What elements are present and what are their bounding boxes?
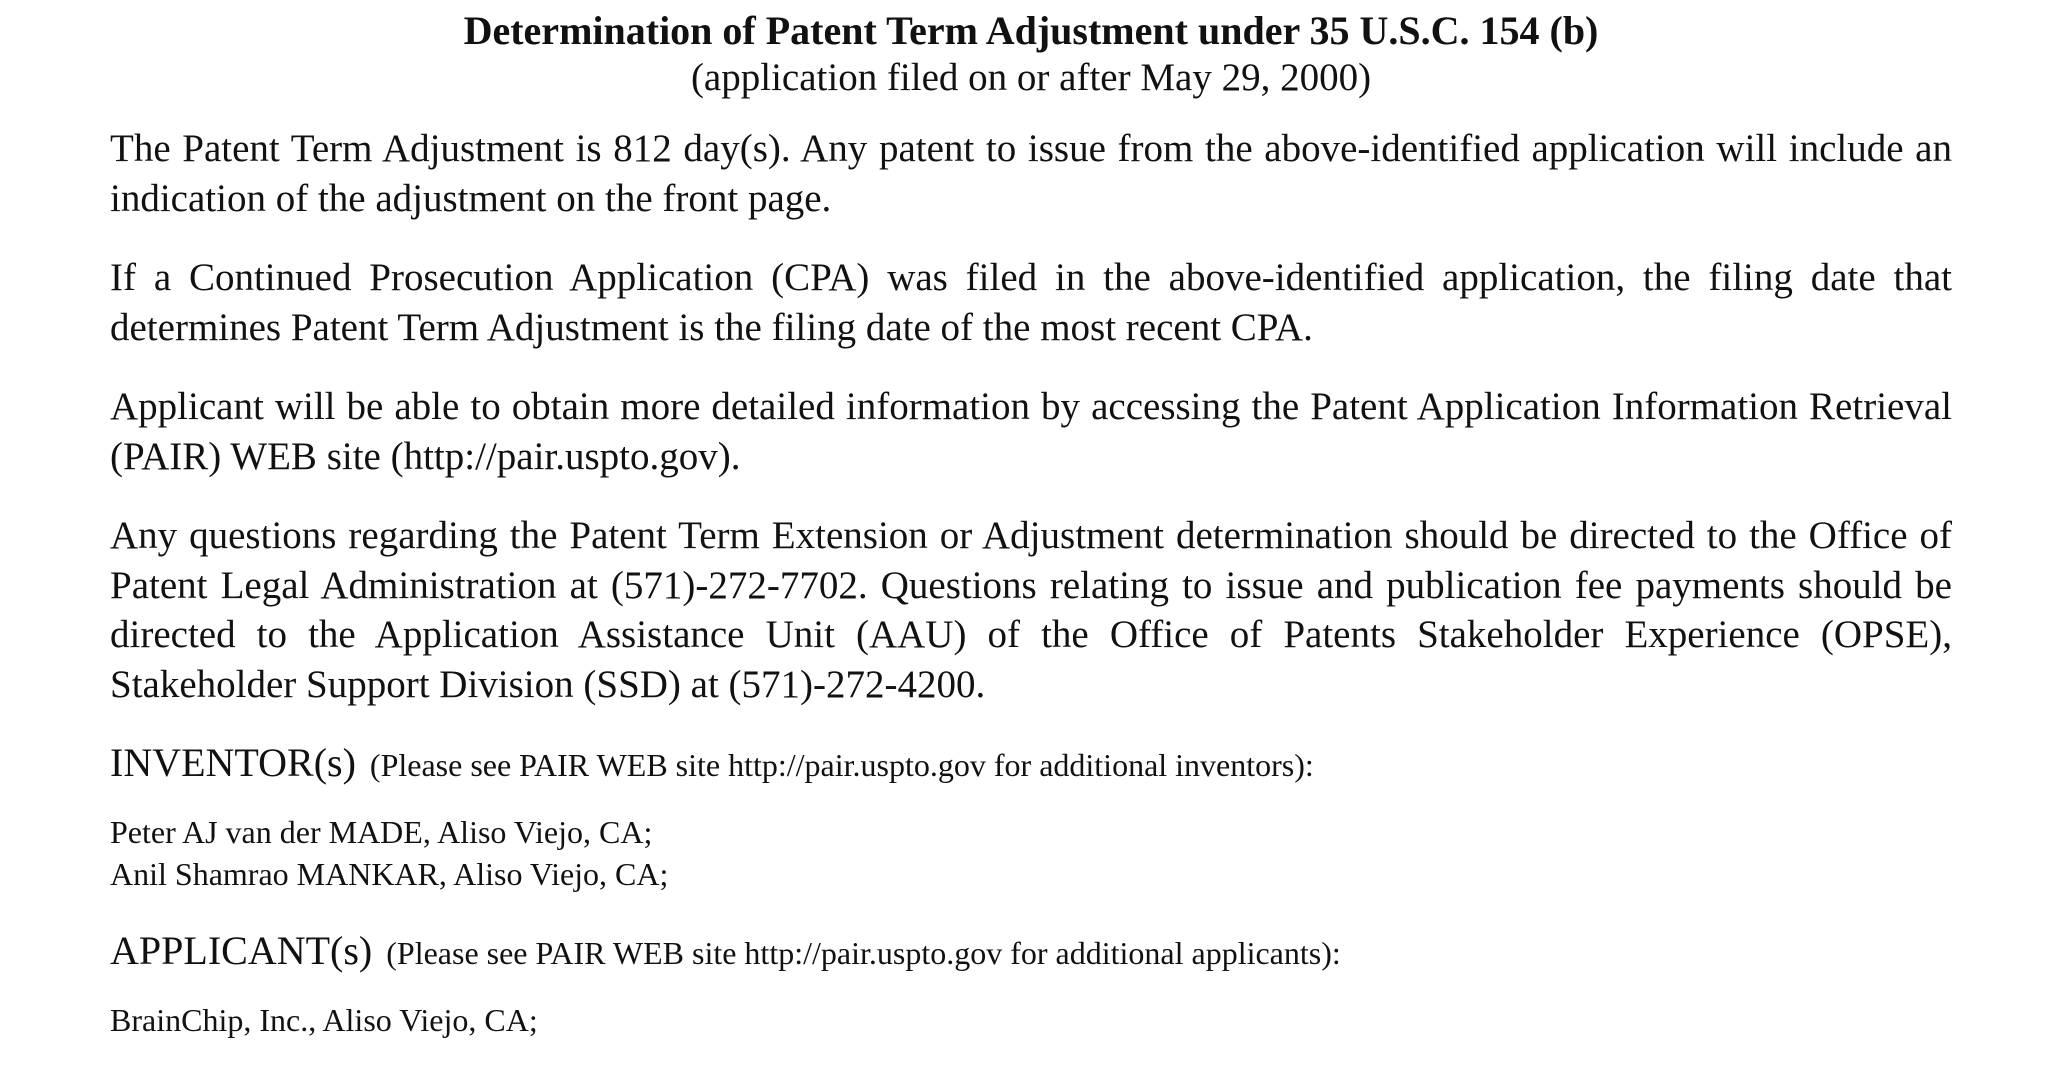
inventors-list xyxy=(110,811,1952,895)
applicants-label: APPLICANT(s) xyxy=(110,928,373,973)
questions-paragraph: Any questions regarding the Patent Term Extension or Adjustment determination should be directed to the Office of Patent Legal Administration at (571)-272-7702. Questions relating to issue and publication fee payments should be directed to the Application Assistance Unit (AAU) of the Office of Patents Stakeholder Experience (OPSE), Stakeholder Support Division (SSD) at (571)-272-4200. xyxy=(110,514,1952,706)
inventor-name: Anil Shamrao MANKAR, Aliso Viejo, CA; xyxy=(110,856,669,892)
applicants-heading xyxy=(110,927,1952,977)
applicant-name: BrainChip, Inc., Aliso Viejo, CA; xyxy=(110,1002,538,1038)
pta-paragraph: The Patent Term Adjustment is 812 day(s). Any patent to issue from the above-identified application will include an indication of the adjustment on the front page. xyxy=(110,127,1952,220)
applicants-note: (Please see PAIR WEB site http://pair.uspto.gov for additional applicants): xyxy=(386,935,1341,971)
document-title: Determination of Patent Term Adjustment under 35 U.S.C. 154 (b) xyxy=(463,8,1599,53)
document-subtitle: (application filed on or after May 29, 2000) xyxy=(690,56,1372,99)
pair-paragraph: Applicant will be able to obtain more detailed information by accessing the Patent Application Information Retrieval (PAIR) WEB site (http://pair.uspto.gov). xyxy=(110,385,1952,478)
inventors-heading xyxy=(110,739,1952,789)
applicants-list xyxy=(110,999,1952,1041)
inventor-name: Peter AJ van der MADE, Aliso Viejo, CA; xyxy=(110,814,653,850)
document-page xyxy=(110,8,1952,1073)
cpa-paragraph: If a Continued Prosecution Application (CPA) was filed in the above-identified application, the filing date that determines Patent Term Adjustment is the filing date of the most recent CPA. xyxy=(110,256,1952,349)
inventors-label: INVENTOR(s) xyxy=(110,740,356,785)
inventors-note: (Please see PAIR WEB site http://pair.uspto.gov for additional inventors): xyxy=(369,747,1314,783)
